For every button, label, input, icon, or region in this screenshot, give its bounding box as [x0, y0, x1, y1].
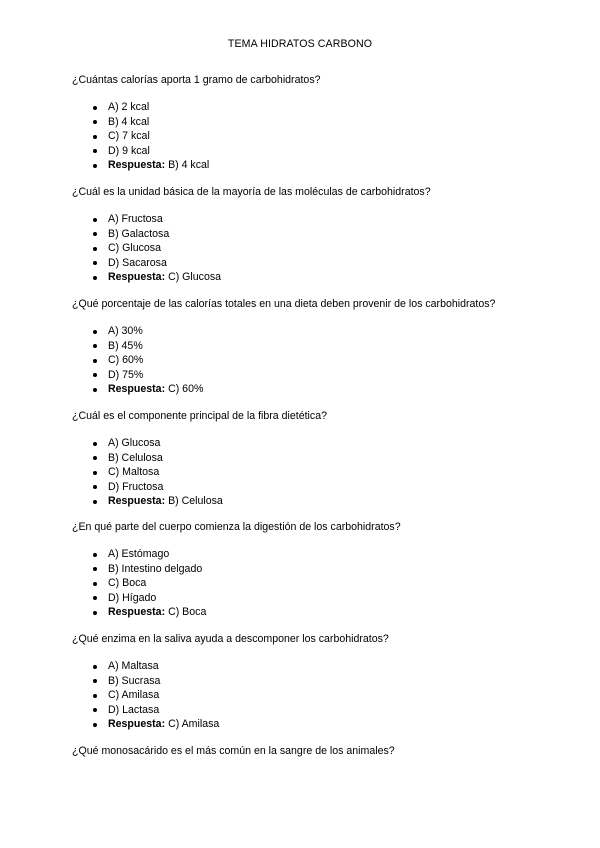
answer-item: [72, 270, 542, 285]
option-item: B) 45%: [72, 339, 542, 354]
options-list: [72, 436, 542, 509]
question-text: ¿En qué parte del cuerpo comienza la digestión de los carbohidratos?: [72, 521, 401, 533]
bullet-icon: [93, 135, 97, 139]
bullet-icon: [93, 694, 97, 698]
answer-value: C) Boca: [168, 606, 207, 618]
option-item: B) Sucrasa: [72, 674, 542, 689]
answer-value: C) 60%: [168, 383, 204, 395]
question-block-3: [72, 298, 542, 397]
options-list: [72, 659, 542, 732]
answer-label: Respuesta:: [108, 495, 166, 507]
option-item: C) Boca: [72, 576, 542, 591]
answer-value: C) Amilasa: [168, 718, 220, 730]
question-text: ¿Cuál es la unidad básica de la mayoría de las moléculas de carbohidratos?: [72, 186, 431, 198]
bullet-icon: [93, 218, 97, 222]
option-item: D) Sacarosa: [72, 256, 542, 271]
option-item: B) Intestino delgado: [72, 562, 542, 577]
bullet-icon: [93, 359, 97, 363]
answer-value: B) 4 kcal: [168, 159, 210, 171]
bullet-icon: [93, 442, 97, 446]
bullet-icon: [93, 232, 97, 236]
bullet-icon: [93, 261, 97, 265]
options-list: [72, 324, 542, 397]
option-item: A) Estómago: [72, 547, 542, 562]
bullet-icon: [93, 330, 97, 334]
option-item: B) Celulosa: [72, 451, 542, 466]
question-text: ¿Cuál es el componente principal de la fibra dietética?: [72, 410, 327, 422]
answer-item: [72, 717, 542, 732]
answer-label: Respuesta:: [108, 159, 166, 171]
option-item: D) 9 kcal: [72, 144, 542, 159]
question-text: ¿Qué porcentaje de las calorías totales en una dieta deben provenir de los carbohidratos?: [72, 298, 496, 310]
option-item: A) Glucosa: [72, 436, 542, 451]
bullet-icon: [93, 665, 97, 669]
option-item: D) Lactasa: [72, 703, 542, 718]
answer-label: Respuesta:: [108, 718, 166, 730]
option-item: D) Fructosa: [72, 480, 542, 495]
option-item: C) Maltosa: [72, 465, 542, 480]
option-item: C) Glucosa: [72, 241, 542, 256]
bullet-icon: [93, 106, 97, 110]
option-item: A) Maltasa: [72, 659, 542, 674]
bullet-icon: [93, 679, 97, 683]
bullet-icon: [93, 373, 97, 377]
bullet-icon: [93, 120, 97, 124]
option-item: A) 30%: [72, 324, 542, 339]
answer-value: C) Glucosa: [168, 271, 222, 283]
answer-label: Respuesta:: [108, 383, 166, 395]
bullet-icon: [93, 456, 97, 460]
bullet-icon: [93, 344, 97, 348]
option-item: C) Amilasa: [72, 688, 542, 703]
question-text: ¿Qué enzima en la saliva ayuda a descomponer los carbohidratos?: [72, 633, 389, 645]
bullet-icon: [93, 708, 97, 712]
answer-label: Respuesta:: [108, 271, 166, 283]
question-block-6: [72, 633, 542, 732]
bullet-icon: [93, 149, 97, 153]
bullet-icon: [93, 553, 97, 557]
options-list: [72, 212, 542, 285]
bullet-icon: [93, 164, 97, 168]
question-block-4: [72, 410, 542, 509]
question-block-1: [72, 74, 542, 173]
bullet-icon: [93, 485, 97, 489]
answer-item: [72, 494, 542, 509]
question-text: ¿Qué monosacárido es el más común en la sangre de los animales?: [72, 745, 395, 757]
document-title: TEMA HIDRATOS CARBONO: [227, 38, 373, 50]
question-text: ¿Cuántas calorías aporta 1 gramo de carbohidratos?: [72, 74, 321, 86]
bullet-icon: [93, 582, 97, 586]
bullet-icon: [93, 596, 97, 600]
answer-item: [72, 382, 542, 397]
bullet-icon: [93, 247, 97, 251]
bullet-icon: [93, 611, 97, 615]
option-item: A) Fructosa: [72, 212, 542, 227]
answer-item: [72, 605, 542, 620]
question-block-5: [72, 521, 542, 620]
bullet-icon: [93, 723, 97, 727]
bullet-icon: [93, 388, 97, 392]
option-item: D) Hígado: [72, 591, 542, 606]
answer-label: Respuesta:: [108, 606, 166, 618]
answer-item: [72, 158, 542, 173]
question-block-2: [72, 186, 542, 285]
bullet-icon: [93, 567, 97, 571]
options-list: [72, 547, 542, 620]
bullet-icon: [93, 500, 97, 504]
option-item: A) 2 kcal: [72, 100, 542, 115]
bullet-icon: [93, 471, 97, 475]
option-item: C) 60%: [72, 353, 542, 368]
bullet-icon: [93, 276, 97, 280]
option-item: B) Galactosa: [72, 227, 542, 242]
option-item: D) 75%: [72, 368, 542, 383]
question-block-7: [72, 745, 542, 758]
options-list: [72, 100, 542, 173]
option-item: C) 7 kcal: [72, 129, 542, 144]
option-item: B) 4 kcal: [72, 115, 542, 130]
answer-value: B) Celulosa: [168, 495, 223, 507]
